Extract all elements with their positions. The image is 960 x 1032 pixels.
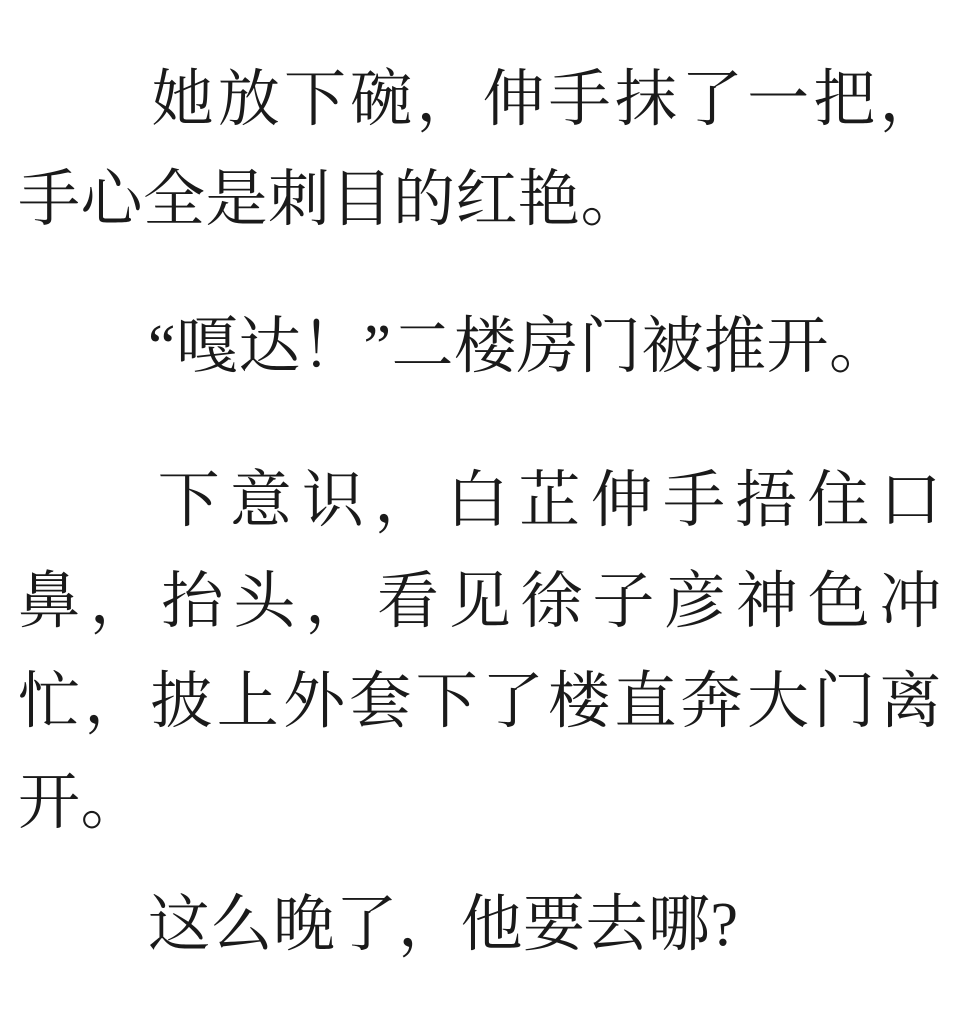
paragraph-1-text: 她放下碗，伸手抹了一把，手心全是刺目的红艳。 xyxy=(18,66,942,235)
paragraph-4 xyxy=(18,875,942,975)
paragraph-spacer xyxy=(18,251,942,297)
paragraph-1 xyxy=(18,50,942,251)
paragraph-2 xyxy=(18,297,942,397)
paragraph-3-text: 下意识，白芷伸手捂住口鼻，抬头，看见徐子彦神色冲忙，披上外套下了楼直奔大门离开。 xyxy=(18,467,942,837)
paragraph-spacer xyxy=(18,853,942,875)
paragraph-4-text: 这么晚了，他要去哪? xyxy=(148,891,739,960)
paragraph-2-text: “嘎达！”二楼房门被推开。 xyxy=(148,312,892,381)
paragraph-spacer xyxy=(18,397,942,451)
paragraph-3 xyxy=(18,451,942,853)
